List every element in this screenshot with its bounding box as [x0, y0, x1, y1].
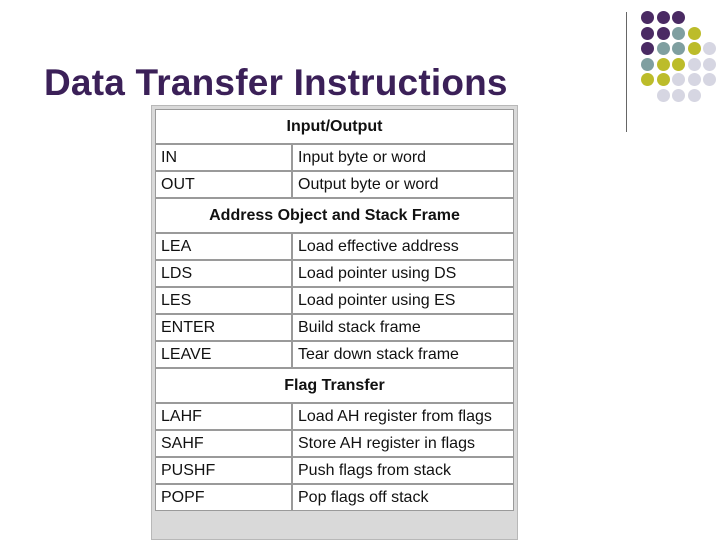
decorative-dot	[703, 73, 716, 86]
decorative-dot	[641, 11, 654, 24]
decorative-dot	[641, 27, 654, 40]
table-row	[155, 457, 514, 484]
description-cell: Pop flags off stack	[292, 484, 514, 511]
table-row	[155, 341, 514, 368]
section-header: Address Object and Stack Frame	[155, 198, 514, 233]
decorative-dot	[688, 58, 701, 71]
decorative-dot	[672, 73, 685, 86]
instruction-table	[155, 109, 514, 511]
decorative-dot	[657, 42, 670, 55]
section-header-row	[155, 368, 514, 403]
decorative-dot	[657, 58, 670, 71]
table-row	[155, 144, 514, 171]
description-cell: Store AH register in flags	[292, 430, 514, 457]
decorative-dot	[688, 27, 701, 40]
description-cell: Load AH register from flags	[292, 403, 514, 430]
mnemonic-cell: LAHF	[155, 403, 292, 430]
table-row	[155, 314, 514, 341]
slide-title: Data Transfer Instructions	[44, 62, 508, 103]
section-header-row	[155, 198, 514, 233]
mnemonic-cell: LEAVE	[155, 341, 292, 368]
decorative-dot	[657, 73, 670, 86]
table-row	[155, 171, 514, 198]
table-row	[155, 484, 514, 511]
mnemonic-cell: PUSHF	[155, 457, 292, 484]
mnemonic-cell: OUT	[155, 171, 292, 198]
description-cell: Build stack frame	[292, 314, 514, 341]
mnemonic-cell: POPF	[155, 484, 292, 511]
table-row	[155, 233, 514, 260]
description-cell: Input byte or word	[292, 144, 514, 171]
decorative-dot	[657, 27, 670, 40]
table-row	[155, 430, 514, 457]
decorative-dot	[703, 58, 716, 71]
decorative-dot	[672, 58, 685, 71]
description-cell: Load effective address	[292, 233, 514, 260]
section-header: Flag Transfer	[155, 368, 514, 403]
description-cell: Output byte or word	[292, 171, 514, 198]
decorative-dot	[641, 73, 654, 86]
section-header-row	[155, 109, 514, 144]
decorative-dot	[672, 27, 685, 40]
mnemonic-cell: LEA	[155, 233, 292, 260]
mnemonic-cell: LES	[155, 287, 292, 314]
description-cell: Load pointer using ES	[292, 287, 514, 314]
table-row	[155, 260, 514, 287]
decorative-dot	[672, 89, 685, 102]
decorative-dot	[657, 89, 670, 102]
mnemonic-cell: IN	[155, 144, 292, 171]
description-cell: Tear down stack frame	[292, 341, 514, 368]
mnemonic-cell: LDS	[155, 260, 292, 287]
decorative-dot	[672, 42, 685, 55]
mnemonic-cell: SAHF	[155, 430, 292, 457]
table-row	[155, 287, 514, 314]
decorative-dot	[657, 11, 670, 24]
description-cell: Push flags from stack	[292, 457, 514, 484]
decorative-dot	[688, 42, 701, 55]
decorative-dot	[641, 42, 654, 55]
section-header: Input/Output	[155, 109, 514, 144]
decorative-dot	[672, 11, 685, 24]
table-row	[155, 403, 514, 430]
instruction-table-frame	[151, 105, 518, 540]
decorative-divider	[626, 12, 627, 132]
description-cell: Load pointer using DS	[292, 260, 514, 287]
decorative-dot	[641, 58, 654, 71]
decorative-dot	[688, 89, 701, 102]
mnemonic-cell: ENTER	[155, 314, 292, 341]
decorative-dot	[703, 42, 716, 55]
decorative-dot	[688, 73, 701, 86]
